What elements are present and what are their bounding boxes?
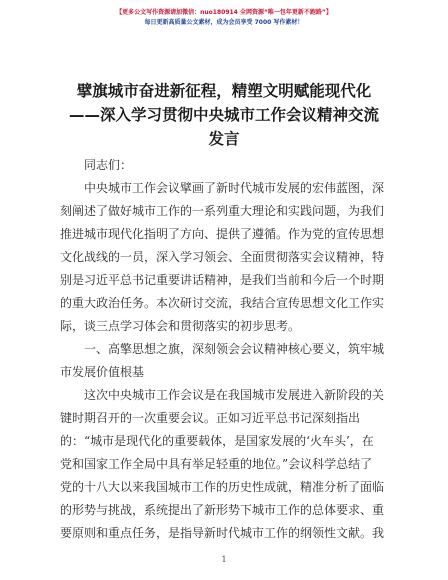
paragraph-line: 的：“城市是现代化的重要载体，是国家发展的‘火车头’，在 [60,434,374,448]
paragraph-line: 这次中央城市工作会议是在我国城市发展进入新阶段的关 [84,388,385,402]
paragraph-line: 键时期召开的一次重要会议。正如习近平总书记深刻指出 [60,411,361,425]
document-title-line-3: 发言 [208,130,240,148]
paragraph-line: 推进城市现代化指明了方向、提供了遵循。作为党的宣传思想 [60,227,385,241]
paragraph-line: 中央城市工作会议擘画了新时代城市发展的宏伟蓝图，深 [84,181,385,195]
paragraph-line: 党的十八大以来我国城市工作的历史性成就，精准分析了面临 [60,480,385,494]
document-title-line-2: ——深入学习贯彻中央城市工作会议精神交流 [68,106,379,124]
page-number: 1 [221,555,227,564]
paragraph-line: 际，谈三点学习体会和贯彻落实的初步思考。 [60,319,301,333]
paragraph-line: 的形势与挑战，系统提出了新形势下城市工作的总体要求、重 [60,503,385,517]
paragraph-line: 要原则和重点任务，是指导新时代城市工作的纲领性文献。我 [60,526,385,540]
paragraph-line: 别是习近平总书记重要讲话精神，是我们当前和今后一个时期 [60,273,385,287]
promo-line-2: 每日更新高质量公文素材，成为会员享受 7000 写作素材！ [144,19,304,26]
paragraph-line: 的重大政治任务。本次研讨交流，我结合宣传思想文化工作实 [60,296,385,310]
section-heading-line: 一、高擎思想之旗，深刻领会会议精神核心要义，筑牢城 [84,342,385,356]
section-heading-line: 市发展价值根基 [60,365,145,379]
salutation: 同志们： [84,158,133,172]
paragraph-line: 刻阐述了做好城市工作的一系列重大理论和实践问题，为我们 [60,204,385,218]
paragraph-line: 党和国家工作全局中具有举足轻重的地位。”会议科学总结了 [60,457,373,471]
paragraph-line: 文化战线的一员，深入学习领会、全面贯彻落实会议精神，特 [60,250,385,264]
document-title-line-1: 擘旗城市奋进新征程，精塑文明赋能现代化 [76,82,372,100]
promo-line-1: 【更多公文写作资源请加微信：nuo180914 全网资源“唯一包年更新不跑路”】 [116,9,332,16]
